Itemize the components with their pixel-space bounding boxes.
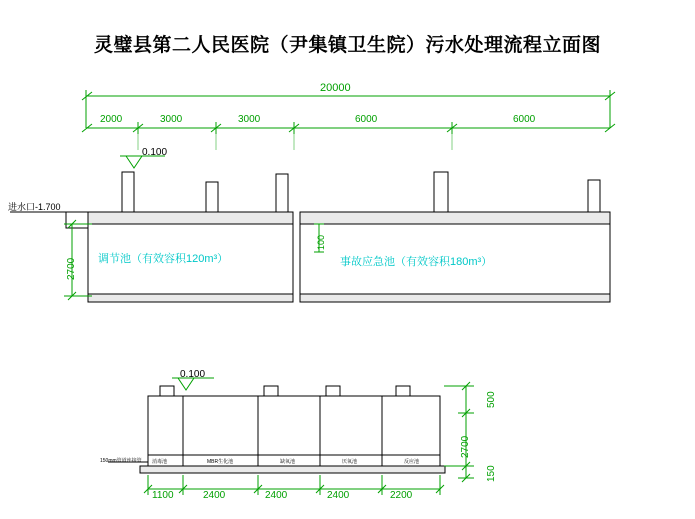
dim-segment-2: 3000 xyxy=(160,114,183,125)
plan-dim-1: 1100 xyxy=(152,490,174,501)
level-mark-elevation: 0.100 xyxy=(142,147,168,158)
pipe-label: 150mm管道连接管 xyxy=(100,458,142,464)
inlet-label: 进水口-1.700 xyxy=(8,202,61,212)
chamber-label-1: 消毒池 xyxy=(152,459,168,465)
plan-dim-2: 2400 xyxy=(203,490,226,501)
dim-segment-4: 6000 xyxy=(355,114,378,125)
chamber-label-3: 缺氧池 xyxy=(280,459,296,465)
dim-height-2700: 2700 xyxy=(66,257,77,280)
chamber-label-4: 厌氧池 xyxy=(342,459,358,465)
dim-segment-1: 2000 xyxy=(100,114,123,125)
level-mark-plan: 0.100 xyxy=(180,369,206,380)
tank-label-adjust: 调节池（有效容积120m³） xyxy=(98,253,229,265)
tank-label-emergency: 事故应急池（有效容积180m³） xyxy=(340,256,493,268)
plan-right-dim-150: 150 xyxy=(486,465,497,482)
dim-wall-100: 100 xyxy=(316,234,326,250)
chamber-label-5: 反应池 xyxy=(404,459,420,465)
plan-dim-3: 2400 xyxy=(265,490,288,501)
dim-overall: 20000 xyxy=(320,82,351,94)
dim-segment-3: 3000 xyxy=(238,114,261,125)
plan-right-dim-500: 500 xyxy=(486,391,497,408)
plan-dim-4: 2400 xyxy=(327,490,350,501)
dim-segment-5: 6000 xyxy=(513,114,536,125)
plan-right-dim-2700: 2700 xyxy=(460,435,471,458)
page-title: 灵璧县第二人民医院（尹集镇卫生院）污水处理流程立面图 xyxy=(93,35,601,56)
chamber-label-2: MBR生化池 xyxy=(207,459,234,465)
plan-dim-5: 2200 xyxy=(390,490,413,501)
